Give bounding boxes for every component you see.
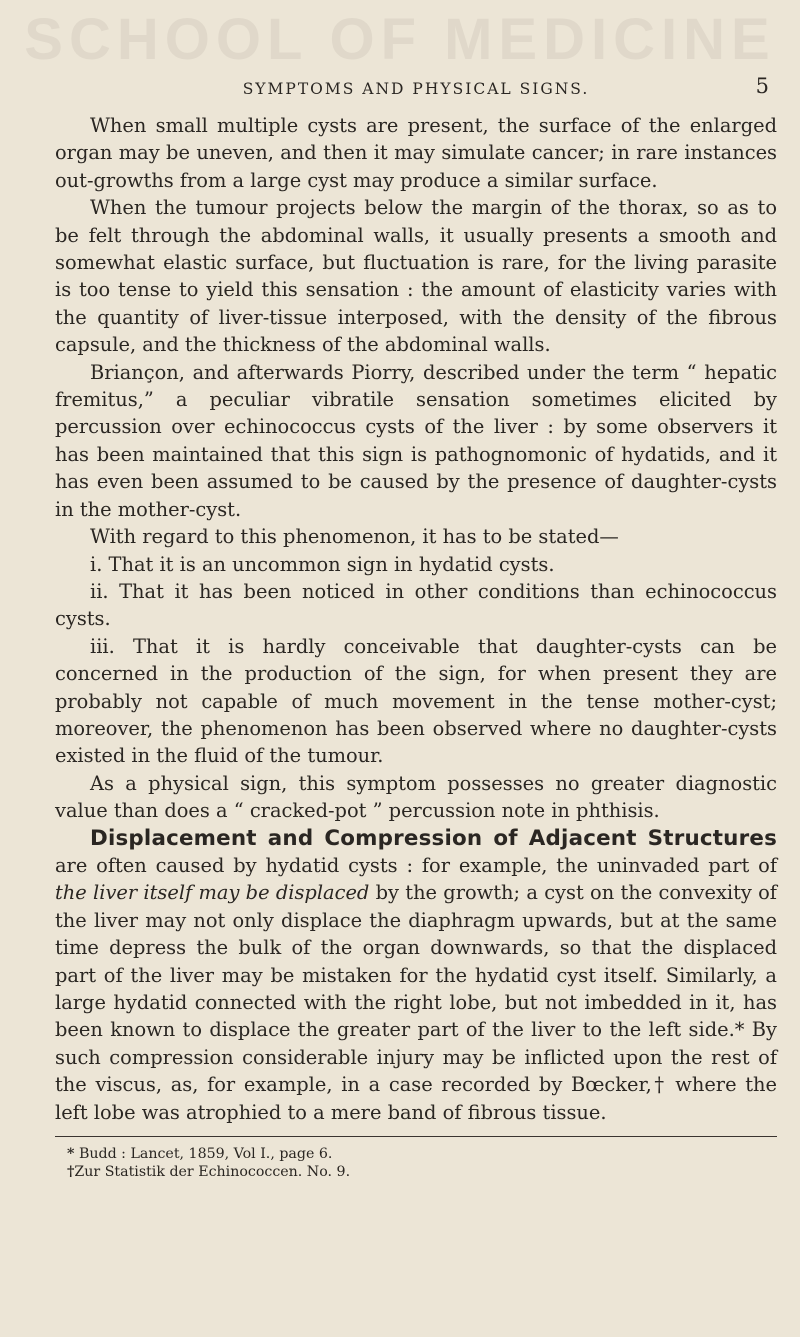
displacement-text-b: by the growth; a cyst on the convexity of the liver may not only displace the diaphragm upwards, but at the same time depress the bulk of the organ downwards, so that the displaced part of the liver may be mistaken for the hydatid cyst itself. Similarly, a large hydatid connected with the right lobe, but not imbedded in it, has been known to displace the greater part of the liver to the left side.* By such compression considerable injury may be inflicted upon the rest of the viscus, as, for example, in a case recorded by Bœcker,† where the left lobe was atrophied to a mere band of fibrous tissue. [55, 881, 777, 1124]
footnote-mark: * [67, 1146, 75, 1163]
list-item-ii: ii. That it has been noticed in other conditions than echinococcus cysts. [55, 579, 777, 631]
list-item-i: i. That it is an uncommon sign in hydatid cysts. [90, 552, 555, 576]
book-page [55, 0, 777, 1181]
running-header [55, 74, 777, 120]
footnotes [55, 1136, 777, 1181]
paragraph-displacement [55, 825, 777, 1126]
page-number: 5 [755, 74, 769, 98]
footnote-text: Budd : Lancet, 1859, Vol I., page 6. [78, 1146, 333, 1163]
displacement-emphasis: the liver itself may be displaced [55, 881, 370, 905]
paragraph-hepatic-fremitus: Briançon, and afterwards Piorry, described under the term “ hepatic fremitus,” a peculiar vibratile sensation sometimes elicited by percussion over echinococcus cysts of the liver : by some observers it has been maintained that this sign is pathognomonic of hydatids, and it has even been assumed to be caused by the presence of daughter-cysts in the mother-cyst. [55, 360, 777, 521]
paragraph-physical-sign: As a physical sign, this symptom possesses no greater diagnostic value than does a “ cracked-pot ” percussion note in phthisis. [55, 771, 777, 823]
footnote-text: Zur Statistik der Echinococcen. No. 9. [74, 1164, 351, 1181]
running-title: SYMPTOMS AND PHYSICAL SIGNS. [242, 80, 590, 98]
displacement-text-a: are often caused by hydatid cysts : for example, the uninvaded part of [55, 853, 777, 877]
paragraph-tumour-projection: When the tumour projects below the margin of the thorax, so as to be felt through the abdominal walls, it usually presents a smooth and somewhat elastic surface, but fluctuation is rare, for the living parasite is too tense to yield this sensation : the amount of elasticity varies with the quantity of liver-tissue interposed, with the density of the fibrous capsule, and the thickness of the abdominal walls. [55, 196, 777, 357]
footnote-1 [55, 1145, 777, 1163]
footnote-mark: † [67, 1164, 75, 1181]
paragraph-multiple-cysts: When small multiple cysts are present, the surface of the enlarged organ may be uneven, and then it may simulate cancer; in rare instances out-growths from a large cyst may produce a similar surface. [55, 114, 777, 192]
list-item-iii: iii. That it is hardly conceivable that daughter-cysts can be concerned in the production of the sign, for when present they are probably not capable of much movement in the tense mother-cyst; moreover, the phenomenon has been observed where no daughter-cysts existed in the fluid of the tumour. [55, 634, 777, 768]
paragraph-regard-statement: With regard to this phenomenon, it has to be stated— [90, 525, 619, 549]
footnote-2 [55, 1163, 777, 1181]
library-stamp-watermark: SCHOOL OF MEDICINE [24, 7, 776, 72]
section-heading: Displacement and Compression of Adjacent Structures [90, 825, 777, 851]
body-text [55, 112, 777, 1126]
